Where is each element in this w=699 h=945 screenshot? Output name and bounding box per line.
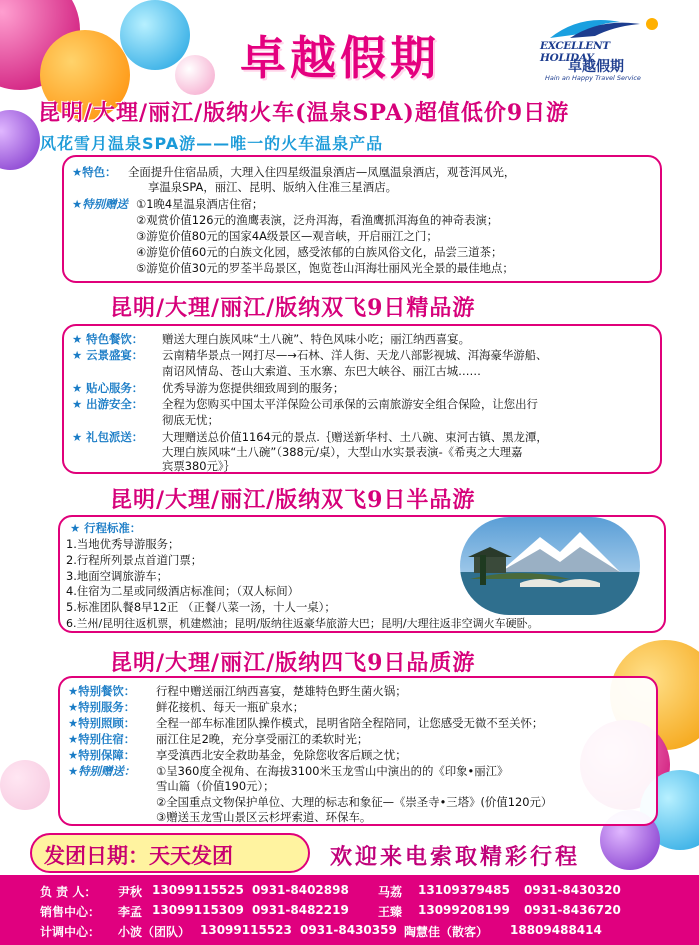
standard-item: 3.地面空调旅游车； — [66, 569, 168, 583]
row-text: 彻底无忧； — [162, 413, 219, 427]
footer-tel[interactable]: 0931-8430320 — [524, 883, 621, 897]
gift-label: ★特别赠送： — [68, 764, 136, 778]
footer-tel[interactable]: 0931-8430359 — [300, 923, 397, 937]
footer-name: 王臻 — [378, 905, 403, 919]
logo-english: EXCELLENT HOLIDAY — [540, 40, 610, 64]
route3-title: 昆明/大理/丽江/版纳双飞9日半品游 — [110, 487, 476, 513]
scenery-photo — [460, 517, 640, 615]
row-text: 鲜花接机、每天一瓶矿泉水； — [156, 700, 305, 714]
footer-name: 陶慧佳（散客） — [404, 925, 489, 939]
row-text: 南诏风情岛、苍山大索道、玉水寨、东巴大峡谷、丽江古城…… — [162, 364, 481, 378]
departure-banner — [30, 833, 310, 873]
standard-item: 5.标准团队餐8早12正 （正餐八菜一汤，十人一桌）； — [66, 600, 336, 614]
route2-title: 昆明/大理/丽江/版纳双飞9日精品游 — [110, 295, 476, 321]
row-label: ★ 特色餐饮： — [72, 332, 144, 346]
gift-line: ①1晚4星温泉酒店住宿； — [136, 197, 264, 211]
row-label: ★ 礼包派送： — [72, 430, 144, 444]
footer-name: 马荔 — [378, 885, 403, 899]
row-label: ★特别住宿： — [68, 732, 136, 746]
gift-line: ③赠送玉龙雪山景区云杉坪索道、环保车。 — [156, 810, 372, 824]
standard-label: ★ 行程标准： — [70, 521, 142, 535]
footer-mobile[interactable]: 13099208199 — [418, 903, 510, 917]
footer-dept: 销售中心： — [40, 905, 101, 919]
company-logo — [540, 12, 665, 86]
route1-subtitle: 风花雪月温泉SPA游——唯一的火车温泉产品 — [40, 134, 384, 153]
row-text: 丽江住足2晚，充分享受丽江的柔软时光； — [156, 732, 369, 746]
row-text: 全程为您购买中国太平洋保险公司承保的云南旅游安全组合保险，让您出行 — [162, 397, 538, 411]
row-label: ★ 出游安全： — [72, 397, 144, 411]
scenery-image-icon — [460, 517, 640, 615]
row-text: 云南精华景点一网打尽—→石林、洋人街、天龙八部影视城、洱海豪华游船、 — [162, 348, 548, 362]
row-text: 赠送大理白族风味“土八碗”、特色风味小吃；丽江纳西喜宴。 — [162, 332, 470, 346]
footer-name: 尹秋 — [118, 885, 143, 899]
standard-item: 1.当地优秀导游服务； — [66, 537, 180, 551]
row-text: 大理赠送总价值1164元的景点.｛赠送新华村、土八碗、束河古镇、黑龙潭， — [162, 430, 548, 444]
logo-chinese: 卓越假期 — [568, 59, 624, 75]
wave-logo-icon — [540, 12, 665, 42]
row-text: 优秀导游为您提供细致周到的服务； — [162, 381, 345, 395]
row-text: 大理白族风味“土八碗”（388元/桌），大型山水实景表演-《希夷之大理嘉 — [162, 445, 523, 459]
footer-name: 李孟 — [118, 905, 143, 919]
footer-tel[interactable]: 0931-8482219 — [252, 903, 349, 917]
footer-dept: 计调中心： — [40, 925, 101, 939]
page-title: 卓越假期 — [240, 31, 440, 85]
row-text: 全程一部车标准团队操作模式，昆明省陪全程陪同，让您感受无微不至关怀； — [156, 716, 544, 730]
standard-item: 4.住宿为二星或同级酒店标准间；（双人标间） — [66, 584, 299, 598]
welcome-text: 欢迎来电索取精彩行程 — [330, 845, 581, 870]
footer-tel[interactable]: 0931-8402898 — [252, 883, 349, 897]
feature-line: 享温泉SPA，丽江、昆明、版纳入住准三星酒店。 — [148, 180, 397, 194]
row-label: ★特别服务： — [68, 700, 136, 714]
footer-mobile[interactable]: 13099115523 — [200, 923, 292, 937]
footer-mobile[interactable]: 13109379485 — [418, 883, 510, 897]
standard-item: 2.行程所列景点首道门票； — [66, 553, 203, 567]
row-label: ★特别餐饮： — [68, 684, 136, 698]
logo-tagline: Hain an Happy Travel Service — [545, 74, 641, 82]
gift-line: ③游览价值80元的国家4A级景区—观音峡，开启丽江之门； — [136, 229, 438, 243]
row-label: ★ 贴心服务： — [72, 381, 144, 395]
standard-item: 6.兰州/昆明往返机票，机建燃油；昆明/版纳往返豪华旅游大巴；昆明/大理往返非空调火车硬卧。 — [66, 617, 539, 630]
gift-line: ②全国重点文物保护单位、大理的标志和象征—《崇圣寺•三塔》(价值120元） — [156, 795, 553, 809]
gift-line: ①呈360度全视角、在海拔3100米玉龙雪山中演出的的《印象•丽江》 — [156, 764, 509, 778]
row-label: ★特别照顾： — [68, 716, 136, 730]
gift-line: ②观赏价值126元的渔鹰表演，泛舟洱海，看渔鹰抓洱海鱼的神奇表演； — [136, 213, 499, 227]
row-label: ★ 云景盛宴： — [72, 348, 144, 362]
row-label: ★特别保障： — [68, 748, 136, 762]
features-label: ★特色： — [72, 165, 117, 179]
departure-text: 发团日期：天天发团 — [44, 844, 233, 868]
row-text: 行程中赠送丽江纳西喜宴，楚雄特色野生菌火锅； — [156, 684, 407, 698]
footer-dept: 负 责 人： — [40, 885, 97, 899]
footer-name: 小波（团队） — [118, 925, 191, 939]
route2-box — [62, 324, 662, 474]
feature-line: 全面提升住宿品质，大理入住四星级温泉酒店—凤凰温泉酒店，观苍洱风光， — [128, 165, 516, 179]
footer-mobile[interactable]: 13099115309 — [152, 903, 244, 917]
footer-tel[interactable]: 0931-8436720 — [524, 903, 621, 917]
gift-line: ④游览价值60元的白族文化园，感受浓郁的白族风俗文化，品尝三道茶； — [136, 245, 503, 259]
contact-footer — [0, 875, 699, 945]
footer-mobile[interactable]: 13099115525 — [152, 883, 244, 897]
row-text: 享受滇西北安全救助基金，免除您收客后顾之忧； — [156, 748, 407, 762]
route4-box — [58, 676, 658, 826]
gift-line: 雪山篇（价值190元）； — [156, 779, 275, 793]
row-text: 宾票380元》｝ — [162, 459, 235, 473]
gift-label: ★特别赠送 — [72, 197, 128, 211]
gift-line: ⑤游览价值30元的罗荃半岛景区，饱览苍山洱海壮丽风光全景的最佳地点； — [136, 261, 514, 275]
route1-title: 昆明/大理/丽江/版纳火车(温泉SPA)超值低价9日游 — [38, 100, 570, 126]
footer-mobile[interactable]: 18809488414 — [510, 923, 602, 937]
route1-box — [62, 155, 662, 283]
route4-title: 昆明/大理/丽江/版纳四飞9日品质游 — [110, 650, 476, 676]
